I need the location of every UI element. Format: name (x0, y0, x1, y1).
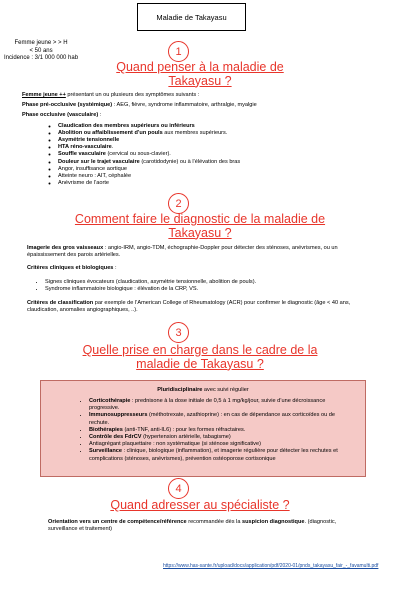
list-item: • Surveillance : clinique, biologique (inflammation), et imagerie régulière pour détecter les rechutes et complications (sténoses, anévrismes), prévention ostéoporose cortisonique (89, 448, 351, 462)
section-2-body (27, 245, 357, 314)
phase1-text: : AEG, fièvre, syndrome inflammatoire, arthralgie, myalgie (112, 102, 257, 109)
list-item: ◦ Angor, insuffisance aortique (58, 166, 382, 173)
section-1-number: 1 (168, 41, 189, 62)
section-2-number: 2 (168, 193, 189, 214)
phase-pre-occlusive (22, 102, 382, 109)
phase2-bold: Phase occlusive (vasculaire) (22, 112, 99, 119)
classification-paragraph: Critères de classification par exemple de l’American College of Rheumatology (ACR) pour confirmer le diagnostic (âge < 40 ans, claudication, anomalies angiographiques, ..). (27, 300, 351, 314)
page-title: Maladie de Takayasu (137, 3, 246, 31)
section-4-body: Orientation vers un centre de compétence/référence recommandée dès la suspicion diagnostique. (diagnostic, surveillance et traitement) (48, 519, 337, 533)
intro-bold: Femme jeune ++ (22, 92, 66, 98)
list-item: • Syndrome inflammatoire biologique : élévation de la CRP, VS. (45, 286, 357, 293)
list-item: ◦ Anévrisme de l’aorte (58, 180, 382, 187)
section-1-question (60, 61, 340, 88)
section-3-question-line1: Quelle prise en charge dans le cadre de la (82, 343, 318, 357)
section-2-question (40, 213, 360, 240)
intro-text: présentant un ou plusieurs des symptômes suivants : (65, 92, 200, 98)
section-2-question-line2: Takayasu ? (168, 225, 232, 240)
management-list (79, 398, 351, 463)
section-2-question-line1: Comment faire le diagnostic de la maladie de (74, 212, 326, 226)
list-item: • Immunosuppresseurs (méthotrexate, azathioprine) : en cas de dépendance aux corticoïdes ou de rechute. (89, 412, 351, 426)
list-item: • Contrôle des FdrCV (hypertension artérielle, tabagisme) (89, 434, 351, 441)
list-item: ◦ Asymétrie tensionnelle (58, 137, 382, 144)
symptom-list (46, 123, 382, 188)
management-box (40, 380, 366, 477)
source-link[interactable]: https://www.has-sante.fr/upload/docs/application/pdf/2020-01/pnds_takayasu_fair_-_favamulti.pdf (163, 563, 379, 569)
list-item: ◦ Abolition ou affaiblissement d’un pouls aux membres supérieurs. (58, 130, 382, 137)
imaging-paragraph: Imagerie des gros vaisseaux : angio-IRM, angio-TDM, échographie-Doppler pour détecter des sténoses, anévrismes, ou un épaississement des parois artérielles. (27, 245, 338, 259)
stat-incidence: Incidence : 3/1 000 000 hab (4, 55, 79, 61)
epidemiology-stats (4, 40, 78, 63)
section-3-question (55, 344, 345, 371)
list-item: • Antiagrégant plaquettaire : non systématique (si sténose significative) (89, 441, 351, 448)
list-item: ◦ Douleur sur le trajet vasculaire (carotidodynie) ou à l’élévation des bras (58, 159, 382, 166)
list-item: ◦ Claudication des membres supérieurs ou inférieurs (58, 123, 382, 130)
section-3-number: 3 (168, 322, 189, 343)
list-item: ◦ Atteinte neuro : AIT, céphalée (58, 173, 382, 180)
section-1-question-line2: Takayasu ? (168, 73, 232, 88)
section-1-body (22, 92, 382, 187)
criteria-list (33, 279, 357, 293)
phase-occlusive (22, 112, 382, 119)
phase2-text: : (98, 112, 102, 119)
stat-sex-ratio: Femme jeune > > H (14, 40, 68, 46)
list-item: • Biothérapies (anti-TNF, anti-IL6) : pour les formes réfractaires. (89, 427, 351, 434)
section-1-intro (22, 92, 382, 99)
section-1-question-line1: Quand penser à la maladie de (116, 60, 284, 74)
section-4-question: Quand adresser au spécialiste ? (110, 498, 290, 512)
list-item: ◦ HTA réno-vasculaire. (58, 144, 382, 151)
criteria-heading: Critères cliniques et biologiques : (27, 265, 117, 272)
section-3-question-line2: maladie de Takayasu ? (136, 356, 264, 371)
list-item: ◦ Souffle vasculaire (cervical ou sous-clavier). (58, 151, 382, 158)
section-4-number: 4 (168, 478, 189, 499)
list-item: • Signes cliniques évocateurs (claudication, asymétrie tensionnelle, abolition de pouls). (45, 279, 357, 286)
management-box-heading: Pluridisciplinaire avec suivi régulier (157, 387, 249, 393)
phase1-bold: Phase pré-occlusive (systémique) (22, 102, 113, 109)
list-item: • Corticothérapie : prednisone à la dose initiale de 0,5 à 1 mg/kg/jour, suivie d’une décroissance progressive. (89, 398, 351, 412)
stat-age: < 50 ans (29, 47, 53, 54)
